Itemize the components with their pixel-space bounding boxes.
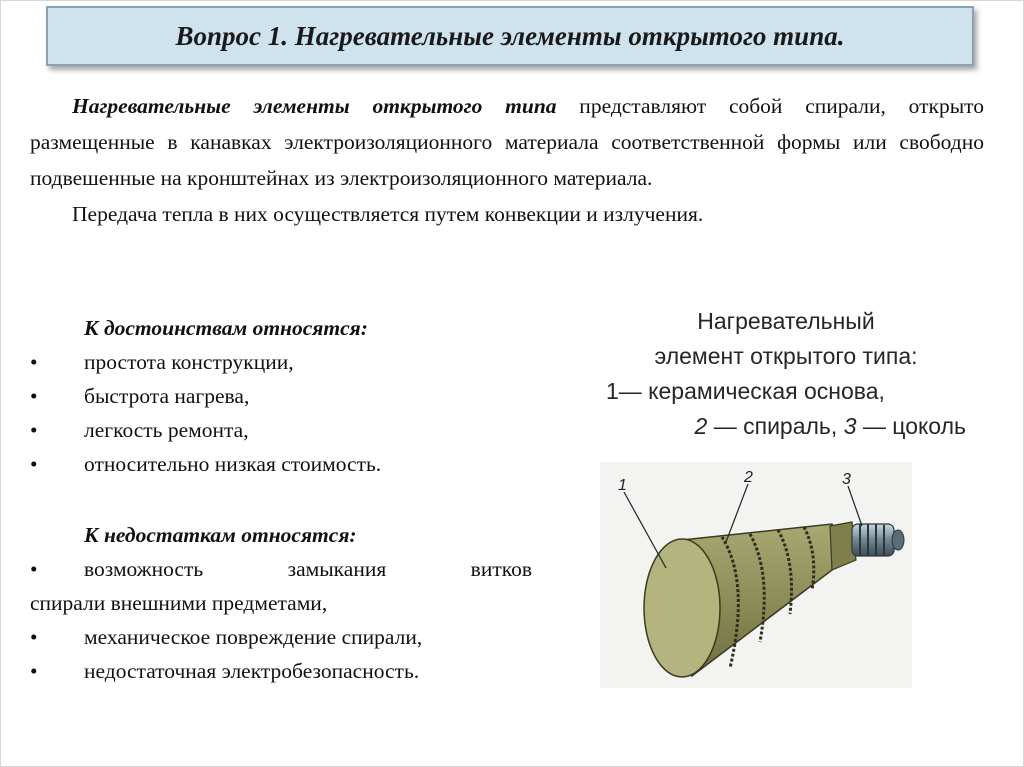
disadvantages-list <box>30 518 532 688</box>
caption-line-2: элемент открытого типа: <box>654 343 918 369</box>
list-item: • легкость ремонта, <box>30 413 532 447</box>
bullet-icon: • <box>30 350 38 374</box>
bullet-icon: • <box>30 452 38 476</box>
bullet-icon: • <box>30 384 38 408</box>
caption-line-3: 1— керамическая основа, <box>606 378 885 404</box>
list-item-continuation: спирали внешними предметами, <box>30 591 328 615</box>
definition-term: Нагревательные элементы открытого типа <box>72 94 557 118</box>
bullet-icon: • <box>30 625 38 649</box>
list-item: • недостаточная электробезопасность. <box>30 654 532 688</box>
bullet-icon: • <box>30 659 38 683</box>
label-3: 3 <box>842 471 851 488</box>
heating-element-illustration <box>600 462 912 688</box>
definition-paragraph <box>30 88 984 196</box>
caption-line-4: 2 — спираль, 3 — цоколь <box>694 413 966 439</box>
title-banner <box>46 6 974 66</box>
label-1: 1 <box>618 477 627 494</box>
ceramic-base-face <box>644 539 720 677</box>
intro-text <box>30 88 984 232</box>
bullet-icon: • <box>30 557 38 581</box>
definition-rest: представляют собой спирали, открыто размещенные в канавках электроизоляционного материала соответственной формы или свободно подвешенные на кронштейнах из электроизоляционного материала. <box>30 94 984 190</box>
bullet-icon: • <box>30 418 38 442</box>
caption-line-1: Нагревательный <box>697 308 875 334</box>
list-item: • возможность замыкания витков <box>30 552 532 586</box>
slide-title: Вопрос 1. Нагревательные элементы открытого типа. <box>175 20 845 51</box>
list-item: • механическое повреждение спирали, <box>30 620 532 654</box>
advantages-list <box>30 311 532 481</box>
advantages-heading: К достоинствам относятся: <box>84 316 368 340</box>
figure-caption <box>600 304 972 444</box>
list-item: • относительно низкая стоимость. <box>30 447 532 481</box>
list-item: • быстрота нагрева, <box>30 379 532 413</box>
label-2: 2 <box>744 469 753 486</box>
list-item: • простота конструкции, <box>30 345 532 379</box>
disadvantages-heading: К недостаткам относятся: <box>84 523 357 547</box>
heat-transfer-paragraph: Передача тепла в них осуществляется путем конвекции и излучения. <box>72 202 704 226</box>
